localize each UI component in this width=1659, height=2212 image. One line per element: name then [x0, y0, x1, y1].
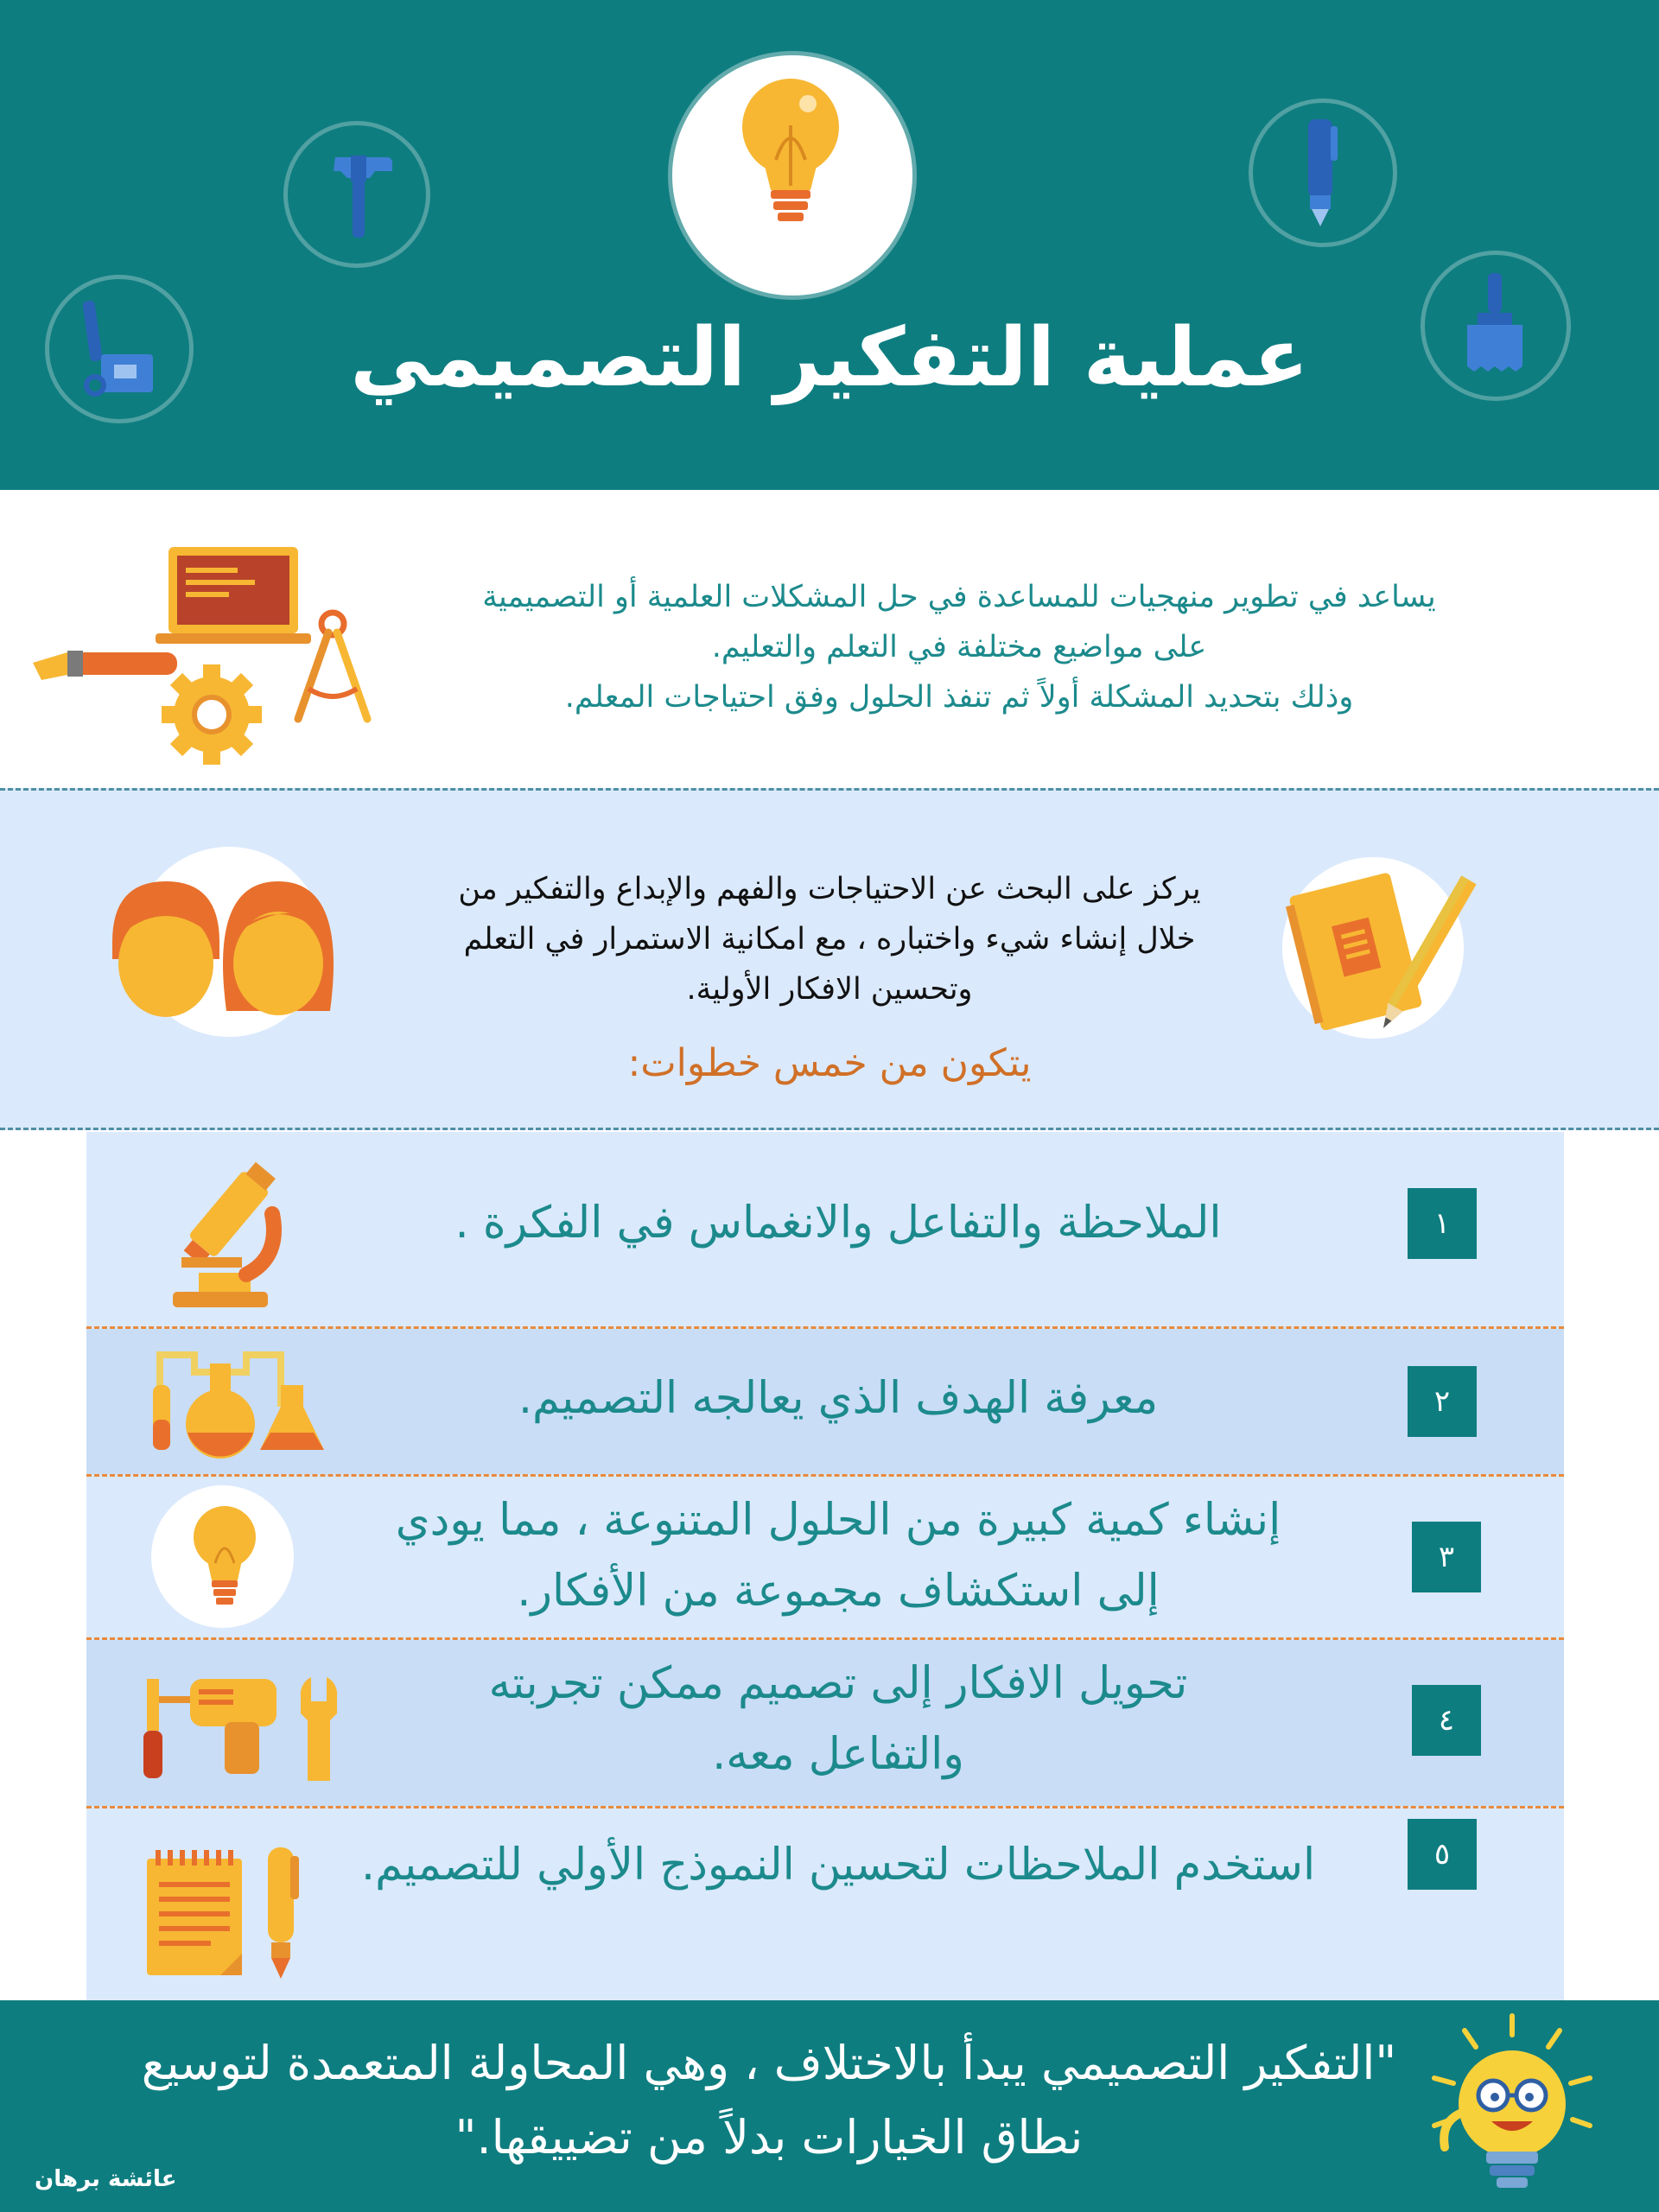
smiling-lightbulb-icon — [1417, 2009, 1607, 2208]
paintbrush-icon — [33, 651, 177, 680]
intro-line: على مواضيع مختلفة في التعلم والتعليم. — [711, 630, 1207, 664]
step-line: معرفة الهدف الذي يعالجه التصميم. — [518, 1373, 1159, 1424]
lab-flasks-icon — [143, 1338, 324, 1467]
step-number: ١ — [1408, 1188, 1477, 1259]
quote-line: "التفكير التصميمي يبدأ بالاختلاف ، وهي المحاولة المتعمدة لتوسيع — [141, 2036, 1397, 2090]
step-item — [86, 1808, 1564, 2000]
hammer-icon — [302, 138, 415, 251]
step-number: ٤ — [1412, 1685, 1481, 1756]
step-line: استخدم الملاحظات لتحسين النموذج الأولي للتصميم. — [360, 1840, 1316, 1891]
footer — [0, 2000, 1659, 2212]
intro-text — [432, 572, 1486, 722]
step-item — [86, 1132, 1564, 1326]
tools-icon — [138, 1670, 354, 1787]
tool-kit-icon — [62, 292, 179, 404]
footer-quote — [130, 2026, 1408, 2175]
step-number: ٥ — [1408, 1819, 1477, 1890]
intro-line: يساعد في تطوير منهجيات للمساعدة في حل المشكلات العلمية أو التصميمية — [482, 580, 1436, 614]
focus-line: وتحسين الافكار الأولية. — [686, 972, 973, 1007]
step-text — [346, 1188, 1331, 1259]
step-number: ٢ — [1408, 1366, 1477, 1437]
focus-line: يركز على البحث عن الاحتياجات والفهم والإبداع والتفكير من — [458, 872, 1201, 906]
focus-text — [406, 864, 1253, 1014]
gear-icon — [162, 664, 262, 765]
author-name: عائشة برهان — [35, 2166, 177, 2192]
students-icon — [104, 873, 337, 1024]
pen-icon — [1287, 112, 1357, 233]
step-item — [86, 1477, 1564, 1637]
page-title: عملية التفكير التصميمي — [350, 311, 1309, 405]
steps-heading: يتكون من خمس خطوات: — [627, 1041, 1032, 1085]
step-text — [346, 1649, 1331, 1790]
step-line: إلى استكشاف مجموعة من الأفكار. — [517, 1566, 1160, 1617]
step-line: إنشاء كمية كبيرة من الحلول المتنوعة ، مما يودي — [395, 1495, 1281, 1546]
microscope-icon — [164, 1162, 294, 1313]
paintbrush-icon — [1452, 268, 1538, 380]
step-item — [86, 1640, 1564, 1806]
intro-illustration — [26, 542, 389, 771]
lightbulb-icon — [726, 73, 855, 238]
focus-section — [0, 788, 1659, 1130]
intro-line: وذلك بتحديد المشكلة أولاً ثم تنفذ الحلول وفق احتياجات المعلم. — [564, 680, 1354, 715]
step-number: ٣ — [1412, 1522, 1481, 1592]
steps-list — [86, 1132, 1564, 2000]
step-text — [346, 1363, 1331, 1434]
step-line: الملاحظة والتفاعل والانغماس في الفكرة . — [454, 1198, 1222, 1249]
quote-line: نطاق الخيارات بدلاً من تضييقها." — [454, 2110, 1084, 2164]
intro-section — [0, 490, 1659, 788]
step-item — [86, 1329, 1564, 1474]
step-line: والتفاعل معه. — [712, 1729, 964, 1780]
step-text — [346, 1485, 1331, 1627]
notebook-pencil-icon — [1279, 851, 1478, 1050]
laptop-icon — [156, 547, 311, 644]
step-text — [346, 1830, 1331, 1901]
lightbulb-icon — [186, 1503, 264, 1615]
compass-icon — [298, 613, 367, 719]
header — [0, 0, 1659, 490]
notepad-pen-icon — [138, 1843, 320, 1981]
step-line: تحويل الافكار إلى تصميم ممكن تجربته — [488, 1658, 1188, 1709]
focus-line: خلال إنشاء شيء واختباره ، مع امكانية الاستمرار في التعلم — [463, 922, 1196, 957]
